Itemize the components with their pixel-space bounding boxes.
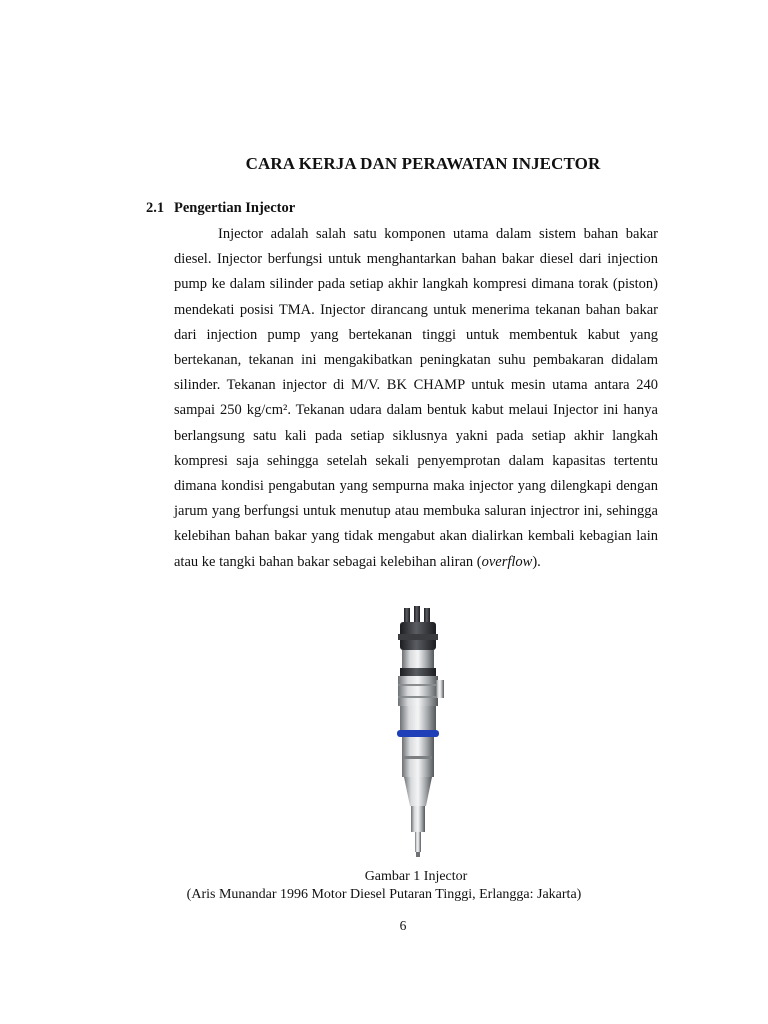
- section-number: 2.1: [146, 200, 165, 216]
- paragraph-end: ).: [532, 553, 541, 570]
- document-title: CARA KERJA DAN PERAWATAN INJECTOR: [245, 154, 601, 173]
- figure-caption: [174, 868, 658, 904]
- injector-figure: [380, 606, 460, 858]
- caption-title: Gambar 1 Injector: [364, 869, 468, 884]
- caption-source: (Aris Munandar 1996 Motor Diesel Putaran Tinggi, Erlangga: Jakarta): [186, 887, 582, 902]
- italic-term: overflow: [481, 553, 533, 570]
- section-heading: [146, 200, 295, 217]
- page-number: 6: [399, 918, 407, 933]
- injector-photo-icon: [380, 606, 460, 858]
- paragraph-text: Injector adalah salah satu komponen utama dalam sistem bahan bakar diesel. Injector berfungsi untuk menghantarkan bahan bakar diesel dari injection pump ke dalam silinder pada setiap akhir langkah kompresi dimana torak (piston) mendekati posisi TMA. Injector dirancang untuk menerima tekanan bahan bakar dari injection pump yang bertekanan tinggi untuk membentuk kabut yang bertekanan, tekanan ini mengakibatkan peningkatan suhu pembakaran didalam silinder. Tekanan injector di M/V. BK CHAMP untuk mesin utama antara 240 sampai 250 kg/cm². Tekanan udara dalam bentuk kabut melaui Injector ini hanya berlangsung satu kali pada setiap siklusnya yakni pada setiap akhir langkah kompresi saja sehingga setelah sekali penyemprotan dalam kapasitas tertentu dimana kondisi pengabutan yang sempurna maka injector yang dilengkapi dengan jarum yang berfungsi untuk menutup atau membuka saluran injectror ini, sehingga kelebihan bahan bakar yang tidak mengabut akan dialirkan kembali kebagian lain atau ke tangki bahan bakar sebagai kelebihan aliran (: [174, 226, 658, 570]
- section-paragraph: [174, 222, 658, 575]
- section-title: Pengertian Injector: [174, 200, 296, 216]
